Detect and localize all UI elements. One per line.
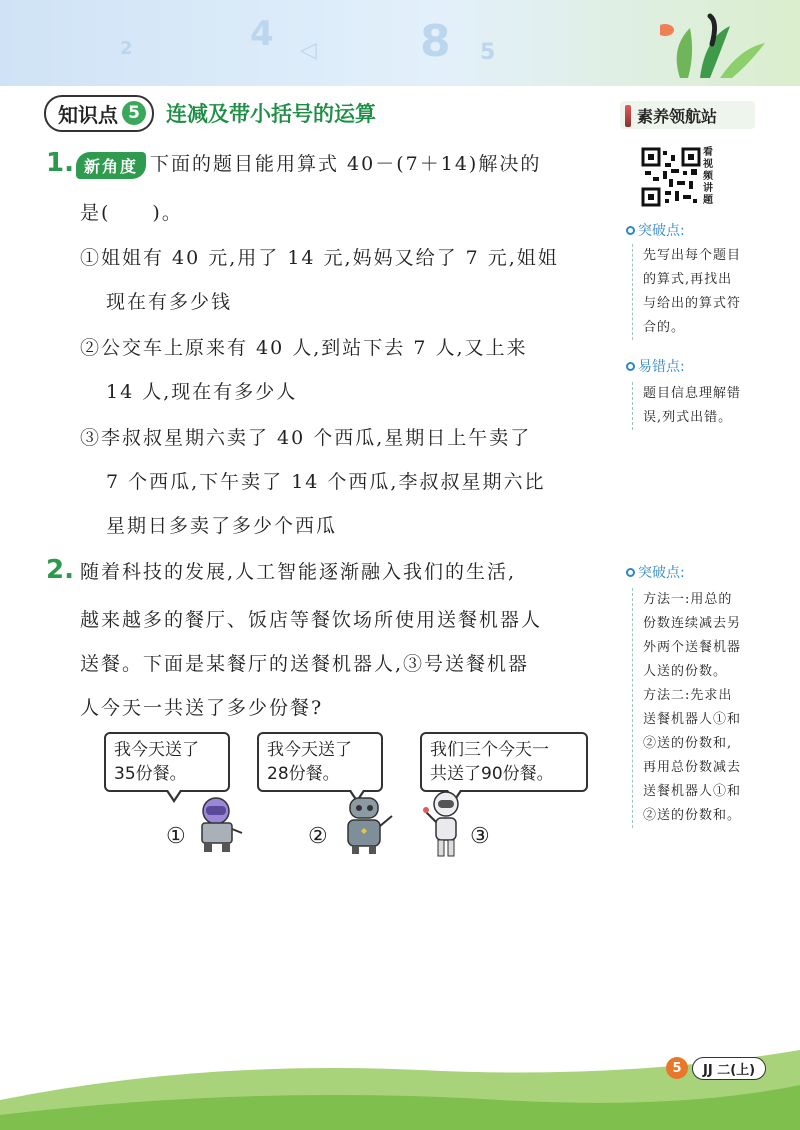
question-1-option-3: ③李叔叔星期六卖了 40 个西瓜,星期日上午卖了	[80, 427, 532, 449]
speech-line: 28份餐。	[267, 764, 340, 784]
tip-line: 人送的份数。	[643, 664, 728, 679]
tip-line: 的算式,再找出	[643, 272, 733, 287]
robot-3-speech-bubble	[420, 732, 588, 792]
tip-line: 送餐机器人①和	[643, 712, 742, 727]
section-title: 连减及带小括号的运算	[166, 102, 376, 126]
question-2-text-line: 越来越多的餐厅、饭店等餐饮场所使用送餐机器人	[80, 609, 543, 631]
bookmark-icon	[625, 105, 631, 127]
robot-1-icon	[190, 795, 246, 855]
decor-digit: 2	[120, 38, 133, 59]
qr-code-label: 看视频讲题	[703, 147, 713, 206]
decor-digit: ◁	[300, 38, 317, 63]
question-1-option-3: 星期日多卖了多少个西瓜	[106, 515, 338, 537]
question-1-option-3: 7 个西瓜,下午卖了 14 个西瓜,李叔叔星期六比	[106, 471, 546, 493]
speech-line: 我们三个今天一	[430, 740, 549, 760]
question-1-stem-line	[76, 149, 541, 179]
sidebar-title-text: 素养领航站	[637, 107, 718, 126]
bullet-icon	[626, 568, 635, 577]
tip-box	[632, 244, 760, 340]
tip-heading-text: 突破点:	[638, 223, 685, 239]
robot-1-mark: ①	[166, 824, 186, 849]
speech-line: 我今天送了	[267, 740, 352, 760]
footer-hills	[0, 1040, 800, 1130]
robot-2-mark: ②	[308, 824, 328, 849]
question-number: 2.	[46, 555, 74, 585]
tip-line: 题目信息理解错	[643, 386, 742, 401]
decor-digit: 8	[420, 16, 451, 67]
knowledge-point-label: 知识点	[58, 102, 118, 127]
sidebar-title	[625, 104, 717, 127]
speech-line: 35份餐。	[114, 764, 187, 784]
tip-line: 方法二:先求出	[643, 688, 733, 703]
robot-3-mark: ③	[470, 824, 490, 849]
question-1-stem-text: 下面的题目能用算式 40－(7＋14)解决的	[150, 153, 542, 175]
plant-decoration-icon	[660, 8, 770, 80]
tip-line: 送餐机器人①和	[643, 784, 742, 799]
tip-line: 与给出的算式符	[643, 296, 742, 311]
tip-heading	[626, 356, 685, 376]
robot-2-icon	[334, 790, 396, 856]
robot-3-icon	[422, 790, 468, 858]
bullet-icon	[626, 226, 635, 235]
decor-digit: 4	[250, 14, 274, 54]
tip-line: 再用总份数减去	[643, 760, 742, 775]
top-banner	[0, 0, 800, 86]
robot-2-speech-bubble	[257, 732, 383, 792]
tip-box	[632, 382, 760, 430]
tip-heading-text: 突破点:	[638, 565, 685, 581]
tip-heading	[626, 562, 685, 582]
bubble-tail	[168, 790, 180, 799]
speech-line: 我今天送了	[114, 740, 199, 760]
question-1-option-2: 14 人,现在有多少人	[106, 381, 298, 403]
tip-heading	[626, 220, 685, 240]
question-number: 1.	[46, 148, 74, 178]
question-1-option-1: 现在有多少钱	[106, 291, 233, 313]
question-2-text-line: 人今天一共送了多少份餐?	[80, 697, 324, 719]
knowledge-point-badge	[44, 95, 154, 132]
tip-line: 方法一:用总的	[643, 592, 733, 607]
tip-line: 份数连续减去另	[643, 616, 742, 631]
tip-line: ②送的份数和。	[643, 808, 742, 823]
tip-heading-text: 易错点:	[638, 359, 685, 375]
decor-digit: 5	[480, 40, 496, 65]
page-number: 5	[666, 1057, 688, 1079]
tip-line: 先写出每个题目	[643, 248, 742, 263]
new-angle-tag: 新角度	[76, 152, 146, 179]
robot-1-speech-bubble	[104, 732, 230, 792]
tip-box	[632, 588, 760, 828]
book-label: JJ 二(上)	[692, 1057, 766, 1080]
tip-line: ②送的份数和,	[643, 736, 733, 751]
tip-line: 外两个送餐机器	[643, 640, 742, 655]
section-header	[44, 96, 376, 130]
bullet-icon	[626, 362, 635, 371]
question-1-stem-line: 是( )。	[80, 202, 183, 224]
page-badge	[666, 1056, 766, 1080]
tip-line: 合的。	[643, 320, 686, 335]
knowledge-point-number: 5	[122, 101, 146, 125]
question-2-text-line: 随着科技的发展,人工智能逐渐融入我们的生活,	[80, 561, 517, 583]
tip-line: 误,列式出错。	[643, 410, 733, 425]
question-2-text-line: 送餐。下面是某餐厅的送餐机器人,③号送餐机器	[80, 653, 530, 675]
question-1-option-2: ②公交车上原来有 40 人,到站下去 7 人,又上来	[80, 337, 528, 359]
qr-code-icon	[641, 147, 701, 207]
question-1-option-1: ①姐姐有 40 元,用了 14 元,妈妈又给了 7 元,姐姐	[80, 247, 559, 269]
speech-line: 共送了90份餐。	[430, 764, 554, 784]
